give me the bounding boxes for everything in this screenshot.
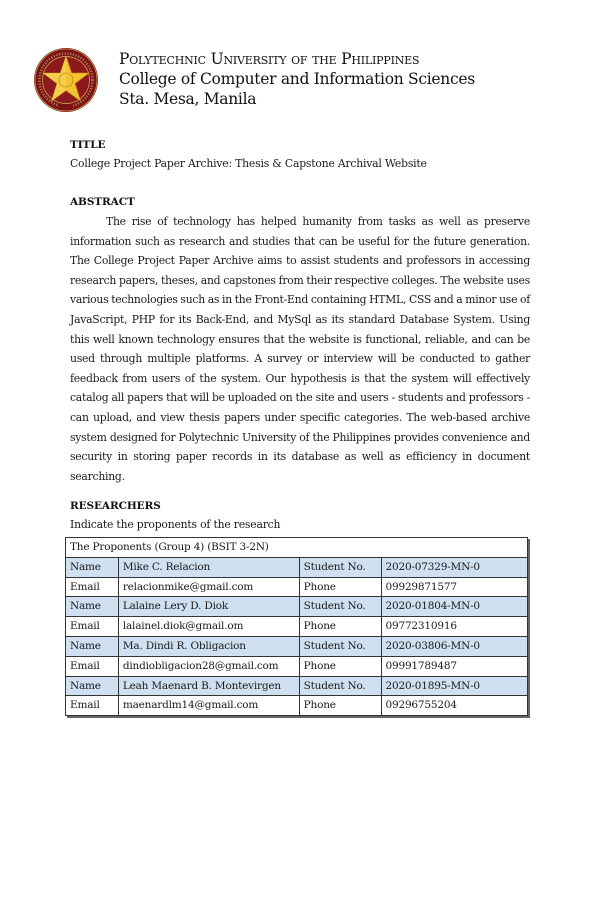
table-row [66, 617, 528, 637]
letterhead [33, 47, 533, 119]
field-label: Name [66, 676, 119, 696]
project-title: College Project Paper Archive: Thesis & Capstone Archival Website [70, 157, 427, 170]
student-number: 2020-01804-MN-0 [381, 597, 527, 617]
campus-address: Sta. Mesa, Manila [119, 90, 257, 108]
researcher-phone: 09772310916 [381, 617, 527, 637]
researchers-instruction: Indicate the proponents of the research [70, 518, 281, 531]
field-label: Student No. [299, 597, 381, 617]
field-label: Name [66, 636, 119, 656]
researcher-email: dindiobligacion28@gmail.com [118, 656, 299, 676]
table-row [66, 656, 528, 676]
field-label: Phone [299, 656, 381, 676]
field-label: Name [66, 597, 119, 617]
researcher-name: Mike C. Relacion [118, 557, 299, 577]
researcher-email: maenardlm14@gmail.com [118, 696, 299, 716]
abstract-body: The rise of technology has helped humanity from tasks as well as preserve information such as research and studies that can be useful for the future generation. The College Project Paper Archive aims to assist students and professors in accessing research papers, theses, and capstones from their respective colleges. The website uses various technologies such as in the Front-End containing HTML, CSS and a minor use of JavaScript, PHP for its Back-End, and MySql as its standard Database System. Using this well known technology ensures that the website is functional, reliable, and can be used through multiple platforms. A survey or interview will be conducted to gather feedback from users of the system. Our hypothesis is that the system will effectively catalog all papers that will be uploaded on the site and users - students and professors - can upload, and view thesis papers under specific categories. The web-based archive system designed for Polytechnic University of the Philippines provides convenience and security in storing paper records in its database as well as efficiency in document searching. [70, 215, 530, 483]
researcher-email: lalainel.diok@gmail.om [118, 617, 299, 637]
researcher-phone: 09296755204 [381, 696, 527, 716]
table-row [66, 696, 528, 716]
field-label: Phone [299, 617, 381, 637]
abstract-heading: ABSTRACT [70, 196, 135, 208]
field-label: Student No. [299, 636, 381, 656]
field-label: Email [66, 577, 119, 597]
student-number: 2020-01895-MN-0 [381, 676, 527, 696]
field-label: Name [66, 557, 119, 577]
table-row [66, 636, 528, 656]
table-row [66, 577, 528, 597]
title-heading: TITLE [70, 139, 106, 151]
student-number: 2020-07329-MN-0 [381, 557, 527, 577]
researcher-phone: 09991789487 [381, 656, 527, 676]
field-label: Email [66, 656, 119, 676]
pup-seal-icon [33, 47, 99, 113]
researchers-heading: RESEARCHERS [70, 500, 161, 512]
university-name: Polytechnic University of the Philippines [119, 50, 420, 68]
researcher-name: Ma. Dindi R. Obligacion [118, 636, 299, 656]
field-label: Student No. [299, 676, 381, 696]
field-label: Phone [299, 696, 381, 716]
field-label: Phone [299, 577, 381, 597]
researcher-name: Leah Maenard B. Montevirgen [118, 676, 299, 696]
field-label: Email [66, 617, 119, 637]
institution-block [119, 49, 475, 109]
table-row [66, 676, 528, 696]
field-label: Student No. [299, 557, 381, 577]
researcher-name: Lalaine Lery D. Diok [118, 597, 299, 617]
table-caption-row [66, 538, 528, 558]
proponents-table [65, 537, 528, 716]
field-label: Email [66, 696, 119, 716]
table-caption: The Proponents (Group 4) (BSIT 3-2N) [66, 538, 528, 558]
table-row [66, 557, 528, 577]
student-number: 2020-03806-MN-0 [381, 636, 527, 656]
researcher-phone: 09929871577 [381, 577, 527, 597]
college-name: College of Computer and Information Sciences [119, 70, 475, 88]
researcher-email: relacionmike@gmail.com [118, 577, 299, 597]
table-row [66, 597, 528, 617]
